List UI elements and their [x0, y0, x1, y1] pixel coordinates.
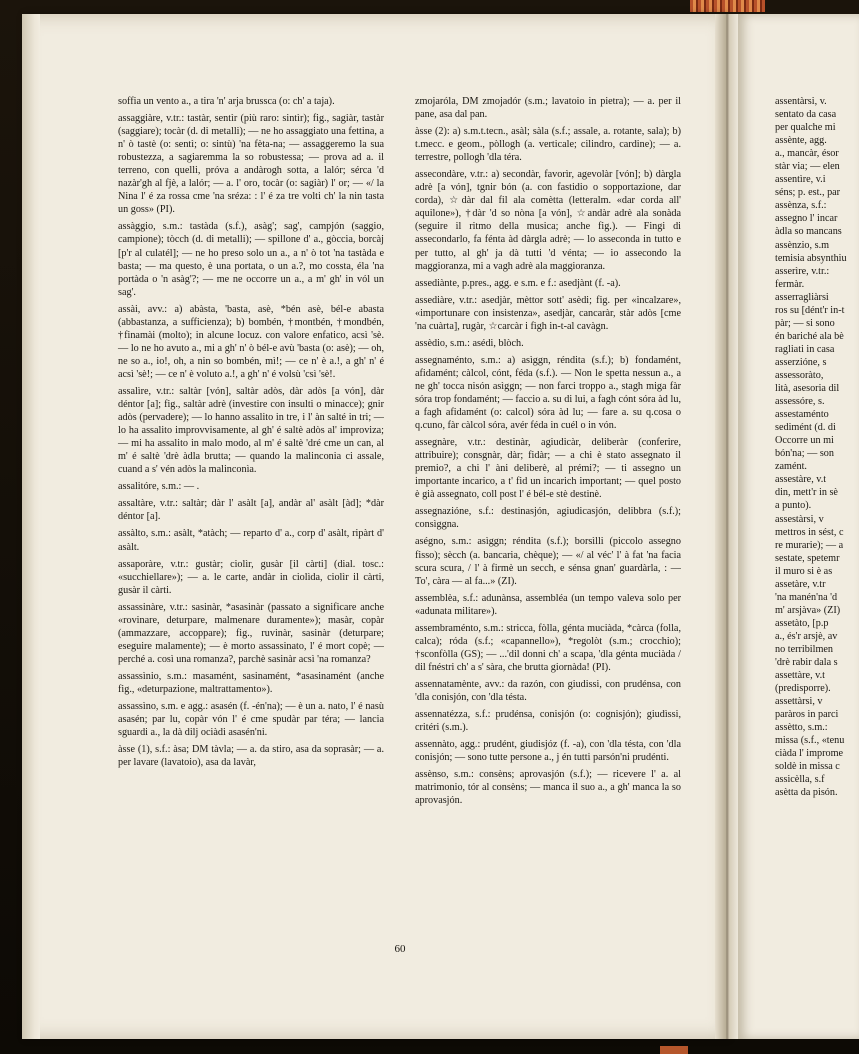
entry-assassinare: assassinàre, v.tr.: sasinàr, *asasinàr (passato a significare anche «rovinare, deturpare, malmenare duramente»); masàr, copàr (ammazzare, accoppare); fig., ruvinàr, sasinàr (deturpare; eseguire malamente); — è morto assassinato, l' é mort copè; — perché a. così una romanza?, parchè sasinàr acsì 'na romanza? — [118, 601, 384, 665]
right-column-line: (predisporre). — [775, 683, 831, 695]
middle-column — [415, 95, 681, 811]
entry-assennatamente: assennatamènte, avv.: da razón, con giudissi, con prudénsa, con 'dla conisjón, con 'dla tésta. — [415, 678, 681, 703]
right-column-line: asserzióne, s — [775, 356, 827, 368]
right-column-line: a., mancàr, ésor — [775, 148, 839, 160]
entry-assaggio: assàggio, s.m.: tastàda (s.f.), asàg'; sag', campjón (saggio, campione); tòcch (d. di metalli); — spillone d' a., gòccia, borcàj [p'r al culatél]; — ne ho preso solo un a., a n' ò tot 'na tastàda e basta; — ma questo, è una portata, o un a.?, mo cossta, éla 'na portàda o 'n asàg'?; — me ne occorre un a., a m' gh' in vól un sag'. — [118, 221, 384, 298]
entry-assediare: assediàre, v.tr.: asedjàr, mèttor sott' asèdi; fig. per «incalzare», «importunare con insistenza», asedjàr, cancaràr, stàr adòs [cme 'na cuàrta], rugàr, ☆carcàr i fìgh in-t-al cavàgn. — [415, 294, 681, 332]
right-column-line: assessóre, s. — [775, 396, 825, 408]
entry-assedio: assèdio, s.m.: asédi, blòch. — [415, 337, 524, 349]
entry-assaporare: assaporàre, v.tr.: gustàr; ciolìr, gusàr [il càrti] (dial. tosc.: «succhiellare»); — a. le carte, andàr in ciolìda, ciolìr il càrti, gusàr il càrti. — [118, 558, 384, 596]
right-column-line: a., és'r arsjè, av — [775, 630, 838, 642]
right-column-line: assicèlla, s.f — [775, 774, 825, 786]
right-column-line: mettros in sést, c — [775, 526, 844, 538]
right-column-line: m' arsjàva» (ZI) — [775, 604, 841, 616]
right-column-line: assentàrsi, v. — [775, 96, 827, 107]
right-column-line: assetàto, [p.p — [775, 617, 829, 629]
page-number: 60 — [394, 943, 406, 955]
bookmark-tab-bottom — [660, 1046, 688, 1054]
entry-assennatezza: assennatézza, s.f.: prudénsa, conisjón (o: cognisjón); giudìssi, critéri (s.m.). — [415, 709, 681, 734]
entry-asse-1: àsse (1), s.f.: àsa; DM tàvla; — a. da stiro, asa da soprasàr; — a. per lavare (lavatoio), asa da lavàr, — [118, 744, 384, 769]
entry-assegno: aségno, s.m.: asìggn; réndita (s.f.); borsìlli (piccolo assegno fisso); sècch (a. bancaria, chèque); — «/ al véc' l' à fat 'na facia scura scura, / l' à firmè un secch, e sénsa gnan' guardàrla, : — To', càra — al fa...» (ZI). — [415, 536, 681, 587]
book-gutter — [715, 14, 739, 1039]
right-column-line: fermàr. — [775, 278, 805, 290]
right-column-line: zamént. — [775, 461, 807, 473]
entry-zmojarola: zmojaróla, DM zmojadór (s.m.; lavatoio in pietra); — a. per il pane, asa dal pan. — [415, 96, 681, 121]
entry-assennato: assennàto, agg.: prudént, giudisjóz (f. -a), con 'dla tésta, con 'dla conisjón; — sono tutte persone a., j én tutti parsón'ni prudénti. — [415, 739, 681, 764]
right-column-line: assegno l' incar — [775, 213, 838, 225]
entry-assembramento: assembraménto, s.m.: stricca, fòlla, génta muciàda, *càrca (folla, calca); róda (s.f.; «capannello»), *regolòt (s.m.; crocchio); †sconfòlla (GS); — ...'dil donni ch' a scapa, 'dla génta muciàda / dil fnéstri ch' a s' sàra, che brutta giornàda! (PI). — [415, 622, 681, 673]
right-column-line: soldè in missa c — [775, 761, 840, 773]
right-column-line: séns; p. est., par — [775, 187, 841, 199]
right-column-line: assènte, agg. — [775, 135, 827, 147]
entry-assenso: assènso, s.m.: consèns; aprovasjón (s.f.); — ricevere l' a. al matrimonio, tór al consèns; — manca il suo a., a gh' manca la so aprovasjón. — [415, 769, 681, 807]
right-column-line: àdla so mancans — [775, 226, 842, 238]
right-column-line: assènza, s.f.: — [775, 200, 827, 212]
right-column-line: lità, asesoria dil — [775, 383, 840, 395]
right-column-line: a punto). — [775, 500, 812, 512]
right-column-line: 'drè rabir dala s — [775, 657, 838, 669]
entry-assaggiare: assaggiàre, v.tr.: tastàr, sentìr (più raro: sintìr); fig., sagiàr, tastàr (saggiare); tocàr (d. di metalli); — ne ho assaggiato una fettina, a n' ò tastè (o: sentì; o: sintù) 'na fèta-na; — assaggeremo la sua robustezza, a sagiaremma la so robustessa; — prova ad a. il terreno, con quelli, próva a andàrogh sotta, a lalór; sérca 'd nazàr'gh al fjè, a lalór; — a. l' oro, tocàr (o: sagiàr) l' or; — «/ la Nina l' é za rossa cme 'na sréza: : l' é za tre volti ch' la nin tasta un goss» (PI). — [118, 113, 384, 216]
right-column-line: sestate, spetemr — [775, 552, 840, 564]
right-column-line: asserragliàrsi — [775, 291, 829, 303]
entry-assegnamento: assegnaménto, s.m.: a) asìggn, réndita (s.f.); b) fondamént, afidamént; càlcol, cónt, féda (s.f.). — Non le spetta nessun a., a ne gh' tocca nisón asìggn; — non farci troppo a., stagh miga fàr sóra trop fondamént; — faccio a. su di lui, a fagh cónt sóra àd lu, a fagh afidamént (o: calcol) sóra àd lu; — fare a. su q.cosa o q.cuno, fàr càlcol sóra, avér féda in cuél o in vón. — [415, 354, 681, 432]
entry-assegnare: assegnàre, v.tr.: destinàr, agiudicàr, deliberàr (conferire, attribuire); consgnàr, dàr; fidàr; — a chi è stato assegnato il premio?, a chi l' àni deliberè, al prémi?; — ti assegno un importante incarico, a t' fid un incarich important; — quel posto è già assegnato, coll post l' é bél-e stè destinè. — [415, 437, 681, 501]
entry-assaltare: assaltàre, v.tr.: saltàr; dàr l' asàlt [a], andàr al' asàlt [àd]; *dàr déntor [a]. — [118, 498, 384, 523]
entry-assalire: assalìre, v.tr.: saltàr [vón], saltàr adòs, dàr adòs [a vón], dàr déntor [a]; fig., saltàr adrè (investire con insulti o minacce); gnir adòs (pervadere); — lo hanno assalito in tre, i l' àn salté in tri; — lo ha assalito improvvisamente, al gh' é saltè adòs al' improviza; — mi ha assalito in malo modo, al m' é saltè 'dré cme un can, al m' é saltè 'drè àdla brutta; — quando la malinconia ci assale, cuand a s' vén adòs la malinconìa. — [118, 385, 384, 476]
right-column-line: assessoràto, — [775, 369, 824, 381]
right-column-line: re murarie); — a — [775, 539, 844, 551]
entry-assassino: assassìno, s.m. e agg.: asasén (f. -én'na); — è un a. nato, l' é nasù asasén; par lu, copàr vón l' é cme spudàr par téra; — lancia sguardi a., la dà dilj ociàdi asasén'ni. — [118, 701, 384, 739]
right-column-line: assètto, s.m.: — [775, 722, 828, 734]
right-column-line: pàr; — si sono — [775, 317, 835, 329]
right-column-line: temisia absynthiu — [775, 252, 847, 264]
right-column-line: paràros in parci — [775, 709, 839, 721]
right-column-line: sedimént (d. di — [775, 422, 836, 434]
right-column-line: per qualche mi — [775, 122, 836, 134]
right-column-line: ragliati in casa — [775, 343, 835, 355]
right-column-line: stàr via; — elen — [775, 161, 840, 173]
right-column-line: ros su [dént'r in-t — [775, 304, 845, 316]
left-column — [118, 95, 384, 773]
right-column-line: din, mett'r in sè — [775, 487, 838, 499]
right-column-line: assettàre, v.t — [775, 670, 825, 682]
right-column-line: missa (s.f., «tenu — [775, 735, 845, 747]
right-column-line: asserìre, v.tr.: — [775, 265, 830, 277]
right-column-line: assestaménto — [775, 409, 829, 421]
right-column-line: assentìre, v.i — [775, 174, 826, 186]
entry-assai: assài, avv.: a) abàsta, 'basta, asè, *bén asè, bél-e abasta (abbastanza, a sufficienza); b) bombén, †montbén, †mondbén, †finamài (molto); in alcune locuz. con valore enfatico, acsì 'sè. — lo ne ho avuto a., mi a gh' n' ò bél-e avù 'basta (o: asè); — oh, ne so a., io!, oh, a nin so bombén, mì!; — ce n' è a.!, a gh' n' é acsì 'sè!; — ce n' è voluto a.!, a gh' n' é volsù 'csì 'sè!. — [118, 303, 384, 380]
entry-assediante: assediànte, p.pres., agg. e s.m. e f.: asedjànt (f. -a). — [415, 277, 621, 289]
right-column-line: assestàre, v.t — [775, 474, 827, 486]
entry-assemblea: assemblèa, s.f.: adunànsa, assembléa (un tempo valeva solo per «adunata militare»). — [415, 592, 681, 617]
right-column-line: assettàrsi, v — [775, 696, 823, 708]
right-column-fragment — [775, 95, 859, 800]
right-column-line: ciàda l' improme — [775, 748, 844, 760]
right-column-line: asètta da pisón. — [775, 787, 838, 799]
right-column-line: il muro si è as — [775, 565, 833, 577]
bookmark-ribbon — [690, 0, 765, 12]
right-column-line: bón'na; — son — [775, 448, 834, 460]
entry-assecondare: assecondàre, v.tr.: a) secondàr, favorìr, agevolàr [vón]; b) dàrgla adrè [a vón], tgnir bón (a. con fastidio o sopportazione, dar corda), ☆dàr dal fil ala comètta (letteralm. «dar corda all' aquilone»), †dàr 'd so nòna [a vón], ☆andàr adrè ala sonàda (seguire il ritmo della musica; anche fig.). — Fingi di assecondarlo, fa fénta àd dàrgla adrè; — lo asseconda in tutto e per tutto, al gh' ja dà tutti 'd vénta; — io assecondo la maggioranza, mi a vagh adrè ala maggioranza. — [415, 169, 681, 272]
right-column-line: no terribilmen — [775, 643, 833, 655]
right-column-line: én bariché ala bè — [775, 330, 844, 342]
right-column-line: Occorre un mi — [775, 435, 834, 447]
entry-assegnazione: assegnazióne, s.f.: destinasjón, agiudicasjón, delibbra (s.f.); consìggna. — [415, 506, 681, 531]
right-column-line: 'na manén'na 'd — [775, 591, 838, 603]
entry-soffia: soffia un vento a., a tira 'n' arja brussca (o: ch' a taja). — [118, 96, 335, 107]
entry-asse-2: àsse (2): a) s.m.t.tecn., asàl; sàla (s.f.; assale, a. rotante, sala); b) t.mecc. e geom., pòllogh (a. verticale; cilindro, cardine); — a. terrestre, pollogh 'dla téra. — [415, 126, 681, 164]
right-column-line: sentato da casa — [775, 109, 837, 121]
right-column-line: assetàre, v.tr — [775, 578, 826, 590]
entry-assassinio: assassìnio, s.m.: masamént, sasinamént, *asasinamént (anche fig., «deturpazione, maltrattamento»). — [118, 670, 384, 695]
right-column-line: assestàrsi, v — [775, 513, 824, 525]
right-column-line: assènzio, s.m — [775, 239, 830, 251]
entry-assalitore: assalitóre, s.m.: — . — [118, 481, 200, 493]
entry-assalto: assàlto, s.m.: asàlt, *atàch; — reparto d' a., corp d' asàlt, ripàrt d' asàlt. — [118, 528, 384, 553]
